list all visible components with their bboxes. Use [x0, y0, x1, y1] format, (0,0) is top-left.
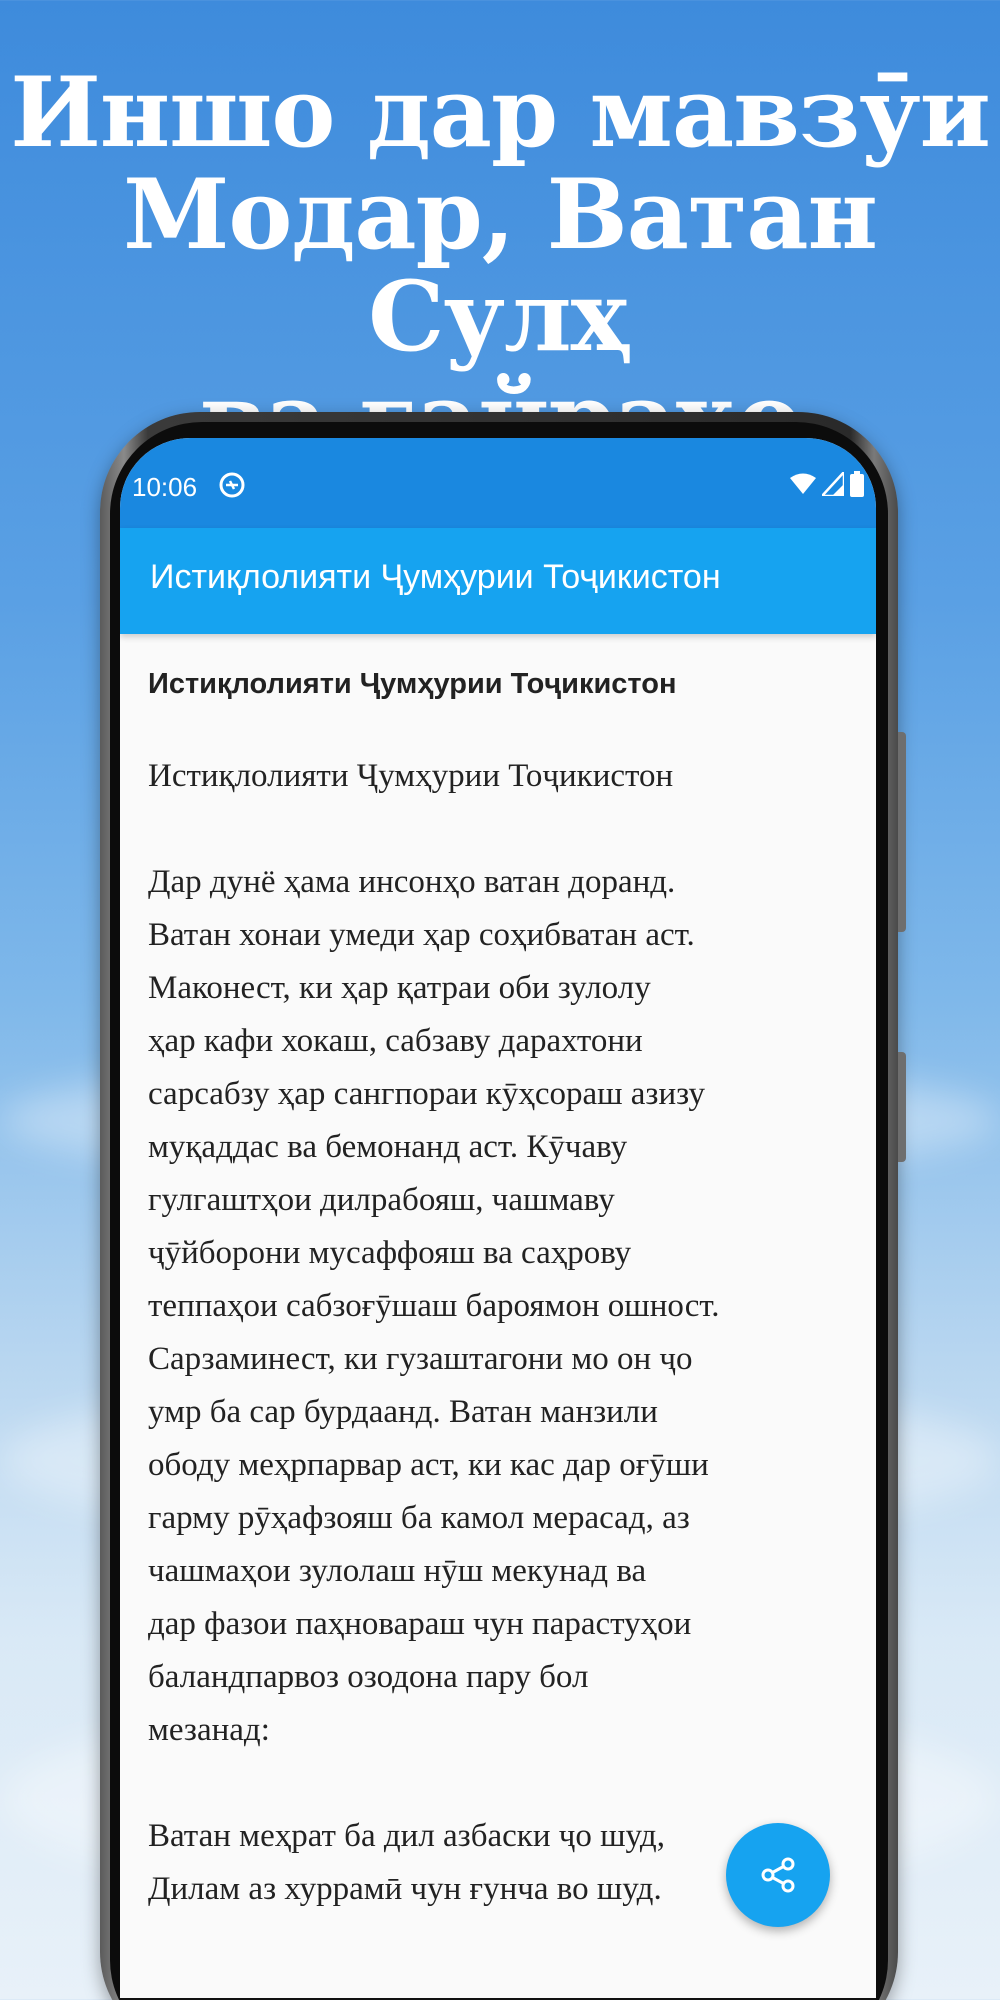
- paragraph-line: теппаҳои сабзоғӯшаш бароямон ошност.: [148, 1288, 720, 1324]
- paragraph-line: Сарзаминест, ки гузаштагони мо он ҷо: [148, 1341, 693, 1377]
- paragraph-line: гарму рӯҳафзояш ба камол мерасад, аз: [148, 1500, 690, 1536]
- phone-side-button: [898, 732, 906, 932]
- paragraph-line: ҳар кафи хокаш, сабзаву дарахтони: [148, 1023, 643, 1059]
- status-icons: [790, 470, 864, 498]
- paragraph-line: Маконест, ки ҳар қатраи оби зулолу: [148, 970, 651, 1006]
- article-subtitle: Истиқлолияти Ҷумҳурии Тоҷикистон: [148, 758, 674, 794]
- article-heading: Истиқлолияти Ҷумҳурии Тоҷикистон: [148, 668, 677, 700]
- paragraph-line: умр ба сар бурдаанд. Ватан манзили: [148, 1394, 658, 1430]
- app-bar-title: Истиқлолияти Ҷумҳурии Тоҷикистон: [150, 558, 721, 596]
- paragraph-line: гулгаштҳои дилрабояш, чашмаву: [148, 1182, 615, 1218]
- paragraph-line: Ватан хонаи умеди ҳар соҳибватан аст.: [148, 917, 695, 953]
- paragraph-line: дар фазои паҳновараш чун парастуҳои: [148, 1606, 692, 1642]
- hero-title-line: Иншо дар мавзӯи: [10, 56, 990, 169]
- battery-icon: [850, 471, 864, 497]
- status-bar: [120, 438, 876, 528]
- signal-icon: [822, 472, 844, 496]
- article-paragraph: [148, 856, 858, 1757]
- paragraph-line: ҷӯйборони мусаффояш ва саҳрову: [148, 1235, 632, 1271]
- hero-title: [0, 56, 1000, 470]
- paragraph-line: мезанад:: [148, 1712, 270, 1748]
- share-button[interactable]: [726, 1823, 830, 1927]
- paragraph-line: Дар дунё ҳама инсонҳо ватан доранд.: [148, 864, 676, 900]
- paragraph-line: баландпарвоз озодона пару бол: [148, 1659, 589, 1695]
- hero-title-line: Модар, Ватан Сулҳ: [123, 158, 877, 373]
- paragraph-line: сарсабзу ҳар сангпораи кӯҳсораш азизу: [148, 1076, 705, 1112]
- paragraph-line: ободу меҳрпарвар аст, ки кас дар оғӯши: [148, 1447, 709, 1483]
- app-bar: [120, 528, 876, 634]
- paragraph-line: муқаддас ва бемонанд аст. Кӯчаву: [148, 1129, 628, 1165]
- article-content: [148, 664, 858, 1969]
- share-icon: [758, 1855, 798, 1895]
- wifi-icon: [790, 473, 816, 495]
- poem-line: Ватан меҳрат ба дил азбаски ҷо шуд,: [148, 1818, 665, 1854]
- phone-side-button: [898, 1052, 906, 1162]
- sync-icon: [217, 470, 247, 500]
- phone-screen: [120, 438, 876, 2000]
- poem-line: Дилам аз хуррамӣ чун ғунча во шуд.: [148, 1871, 662, 1907]
- phone-frame: [100, 412, 898, 2000]
- status-time: 10:06: [132, 472, 198, 502]
- paragraph-line: чашмаҳои зулолаш нӯш мекунад ва: [148, 1553, 647, 1589]
